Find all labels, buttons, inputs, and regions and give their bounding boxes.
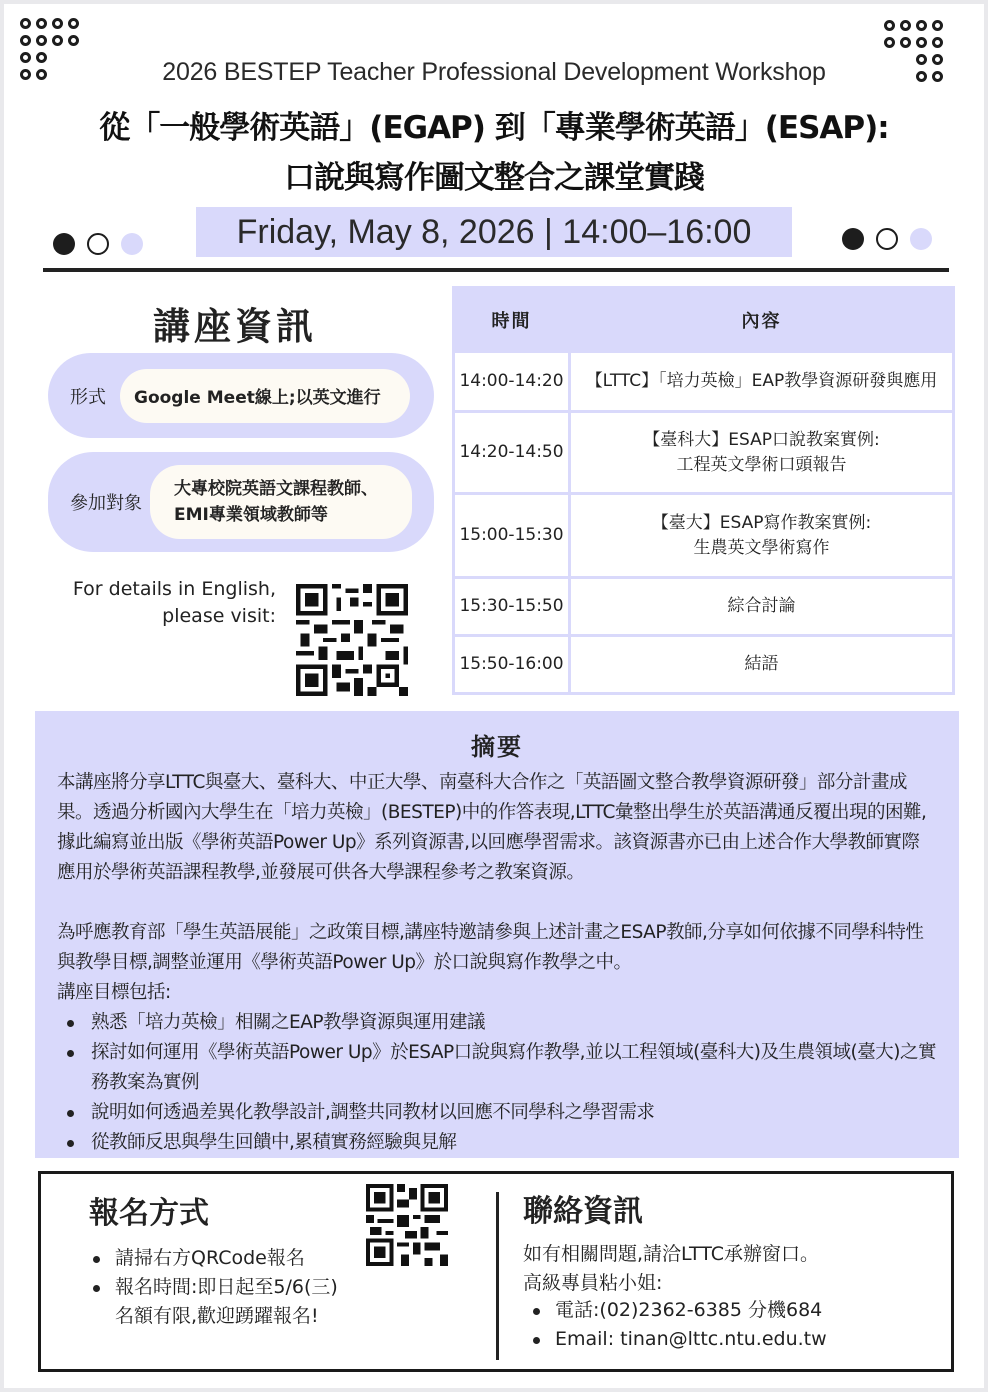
english-info-qr-code-icon[interactable] bbox=[296, 584, 408, 696]
workshop-subtitle: 2026 BESTEP Teacher Professional Development Workshop bbox=[162, 58, 826, 86]
registration-qr-code-icon[interactable] bbox=[366, 1184, 448, 1266]
table-row bbox=[454, 352, 954, 412]
schedule-content-line1: 【臺科大】ESAP口說教案實例: bbox=[643, 429, 880, 450]
vertical-divider bbox=[496, 1192, 499, 1360]
list-item: 探討如何運用《學術英語Power Up》於ESAP口說與寫作教學,並以工程領域(臺科大)及生農領域(臺大)之實務教案為實例 bbox=[67, 1038, 937, 1098]
schedule-table bbox=[452, 286, 955, 695]
table-row bbox=[454, 494, 954, 578]
audience-line2: EMI專業領域教師等 bbox=[174, 505, 328, 525]
audience-line1: 大專校院英語文課程教師、 bbox=[174, 479, 378, 499]
schedule-content: 綜合討論 bbox=[570, 578, 954, 636]
schedule-content-line2: 工程英文學術口頭報告 bbox=[676, 454, 847, 475]
schedule-time: 15:30-15:50 bbox=[454, 578, 570, 636]
table-row bbox=[454, 578, 954, 636]
goals-list bbox=[67, 1008, 937, 1158]
schedule-content bbox=[570, 412, 954, 494]
contact-line2: 高級專員粘小姐: bbox=[523, 1272, 663, 1294]
summary-paragraph-1: 本講座將分享LTTC與臺大、臺科大、中正大學、南臺科大合作之「英語圖文整合教學資源研發」部分計畫成果。透過分析國內大學生在「培力英檢」(BESTEP)中的作答表現,LTTC彙整出學生於英語溝通反覆出現的困難,據此編寫並出版《學術英語Power Up》系列資源書,以回應學習需求。該資源書亦已由上述合作大學教師實際應用於學術英語課程教學,並發展可供各大學課程參考之教案資源。 bbox=[57, 772, 927, 883]
details-line1: For details in English, bbox=[72, 578, 276, 600]
page-title-line1: 從「一般學術英語」(EGAP) 到「專業學術英語」(ESAP): bbox=[99, 110, 889, 146]
audience-value bbox=[150, 465, 412, 539]
format-label: 形式 bbox=[70, 386, 106, 408]
schedule-content-line1: 【臺大】ESAP寫作教案實例: bbox=[651, 512, 872, 533]
table-row bbox=[454, 636, 954, 694]
list-item: 從教師反思與學生回饋中,累積實務經驗與見解 bbox=[67, 1128, 937, 1158]
summary-section bbox=[35, 711, 959, 1158]
format-value-text: Google Meet線上;以英文進行 bbox=[134, 388, 381, 408]
audience-label: 參加對象 bbox=[70, 493, 142, 514]
format-value bbox=[120, 369, 410, 423]
list-item: 請掃右方QRCode報名 bbox=[93, 1244, 338, 1273]
decorative-circles-left-icon bbox=[53, 233, 143, 255]
schedule-time: 14:00-14:20 bbox=[454, 352, 570, 412]
table-row bbox=[454, 412, 954, 494]
contact-email-link[interactable]: Email: tinan@lttc.ntu.edu.tw bbox=[533, 1325, 827, 1354]
format-pill bbox=[48, 353, 434, 438]
schedule-content-line2: 生農英文學術寫作 bbox=[693, 537, 830, 558]
contact-heading: 聯絡資訊 bbox=[523, 1194, 643, 1229]
schedule-time: 14:20-14:50 bbox=[454, 412, 570, 494]
audience-pill bbox=[48, 452, 434, 552]
list-item: 熟悉「培力英檢」相關之EAP教學資源與運用建議 bbox=[67, 1008, 937, 1038]
contact-text bbox=[523, 1240, 819, 1298]
registration-heading: 報名方式 bbox=[89, 1196, 209, 1231]
english-details-text bbox=[60, 576, 276, 630]
registration-note: 名額有限,歡迎踴躍報名! bbox=[115, 1305, 319, 1327]
list-item: 說明如何透過差異化教學設計,調整共同教材以回應不同學科之學習需求 bbox=[67, 1098, 937, 1128]
summary-heading: 摘要 bbox=[471, 733, 523, 761]
schedule-header-row bbox=[454, 288, 954, 352]
schedule-header-time: 時間 bbox=[454, 288, 570, 352]
goals-intro: 講座目標包括: bbox=[57, 982, 171, 1003]
schedule-content-line1: 【LTTC】「培力英檢」EAP教學資源研發與應用 bbox=[585, 371, 938, 391]
decorative-circles-right-icon bbox=[842, 228, 932, 250]
contact-list bbox=[533, 1296, 827, 1354]
schedule-content bbox=[570, 352, 954, 412]
schedule-content bbox=[570, 494, 954, 578]
schedule-time: 15:00-15:30 bbox=[454, 494, 570, 578]
details-line2: please visit: bbox=[162, 605, 276, 627]
header-divider bbox=[43, 268, 949, 272]
schedule-time: 15:50-16:00 bbox=[454, 636, 570, 694]
summary-paragraph-2: 為呼應教育部「學生英語展能」之政策目標,講座特邀請參與上述計畫之ESAP教師,分享如何依據不同學科特性與教學目標,調整並運用《學術英語Power Up》於口說與寫作教學之中。 bbox=[57, 922, 924, 973]
list-item: 報名時間:即日起至5/6(三) bbox=[93, 1273, 338, 1302]
registration-list bbox=[93, 1244, 338, 1302]
event-date-banner: Friday, May 8, 2026 | 14:00–16:00 bbox=[196, 207, 792, 257]
contact-phone: 電話:(02)2362-6385 分機684 bbox=[533, 1296, 827, 1325]
registration-contact-box bbox=[38, 1171, 954, 1372]
contact-line1: 如有相關問題,請洽LTTC承辦窗口。 bbox=[523, 1243, 820, 1265]
schedule-header-content: 內容 bbox=[570, 288, 954, 352]
page-title-line2: 口說與寫作圖文整合之課堂實踐 bbox=[284, 160, 704, 196]
info-heading: 講座資訊 bbox=[153, 305, 317, 348]
schedule-content: 結語 bbox=[570, 636, 954, 694]
